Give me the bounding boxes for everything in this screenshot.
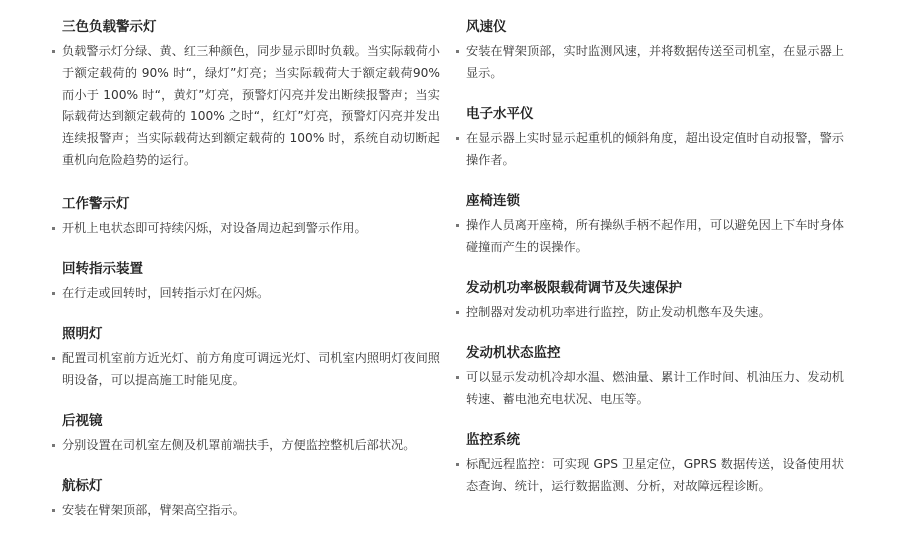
section-slewing-indicator [52, 260, 440, 325]
section-beacon-light [52, 477, 440, 522]
right-column [456, 18, 844, 498]
section-text-block [456, 128, 844, 172]
section-text: 负载警示灯分绿、黄、红三种颜色，同步显示即时负载。当实际载荷小于额定载荷的 90% 时“，绿灯”灯亮；当实际载荷大于额定载荷90% 而小于 100% 时“，黄灯”灯亮，预警灯闪亮并发出断续报警声；当实际载荷达到额定载荷的 100% 之时“，红灯”灯亮，预警灯闪亮并发出连续报警声；当实际载荷达到额定载荷的 100% 时，系统自动切断起重机向危险趋势的运行。 [62, 44, 440, 167]
section-text-block [456, 41, 844, 85]
section-text-block [456, 302, 844, 324]
section-seat-interlock [456, 192, 844, 279]
section-title: 座椅连锁 [466, 193, 520, 209]
bullet-icon [52, 292, 55, 295]
section-engine-status-monitor [456, 344, 844, 431]
section-title: 回转指示装置 [62, 261, 143, 277]
section-title: 三色负载警示灯 [62, 19, 157, 35]
section-text: 可以显示发动机冷却水温、燃油量、累计工作时间、机油压力、发动机转速、蓄电池充电状况、电压等。 [466, 370, 844, 406]
bullet-icon [456, 311, 459, 314]
bullet-icon [456, 137, 459, 140]
section-electronic-level [456, 105, 844, 192]
section-text-block [456, 215, 844, 259]
section-text: 操作人员离开座椅，所有操纵手柄不起作用，可以避免因上下车时身体碰撞而产生的误操作。 [466, 218, 844, 254]
section-text-block [456, 367, 844, 411]
section-text: 控制器对发动机功率进行监控，防止发动机憋车及失速。 [466, 305, 771, 319]
section-text-block [52, 500, 440, 522]
bullet-icon [456, 50, 459, 53]
section-anemometer [456, 18, 844, 105]
section-text: 开机上电状态即可持续闪烁，对设备周边起到警示作用。 [62, 221, 367, 235]
section-title: 后视镜 [62, 413, 103, 429]
section-text: 在行走或回转时，回转指示灯在闪烁。 [62, 286, 270, 300]
section-text: 分别设置在司机室左侧及机罩前端扶手，方便监控整机后部状况。 [62, 438, 416, 452]
section-title: 发动机状态监控 [466, 345, 561, 361]
section-text: 安装在臂架顶部，实时监测风速，并将数据传送至司机室，在显示器上显示。 [466, 44, 844, 80]
bullet-icon [52, 357, 55, 360]
section-monitoring-system [456, 431, 844, 498]
section-text-block [456, 454, 844, 498]
bullet-icon [52, 227, 55, 230]
section-tricolor-load-light [52, 18, 440, 195]
section-text: 安装在臂架顶部，臂架高空指示。 [62, 503, 245, 517]
bullet-icon [456, 376, 459, 379]
section-text-block [52, 348, 440, 392]
section-title: 工作警示灯 [62, 196, 130, 212]
section-title: 风速仪 [466, 19, 507, 35]
section-lighting [52, 325, 440, 412]
bullet-icon [456, 463, 459, 466]
section-title: 航标灯 [62, 478, 103, 494]
section-text: 标配远程监控：可实现 GPS 卫星定位，GPRS 数据传送，设备使用状态查询、统计，运行数据监测、分析，对故障远程诊断。 [466, 457, 844, 493]
bullet-icon [456, 224, 459, 227]
section-title: 照明灯 [62, 326, 103, 342]
bullet-icon [52, 509, 55, 512]
section-rearview-mirror [52, 412, 440, 477]
section-text: 配置司机室前方近光灯、前方角度可调远光灯、司机室内照明灯夜间照明设备，可以提高施工时能见度。 [62, 351, 440, 387]
section-engine-power-limit [456, 279, 844, 344]
section-title: 电子水平仪 [466, 106, 534, 122]
left-column [52, 18, 440, 522]
section-text: 在显示器上实时显示起重机的倾斜角度，超出设定值时自动报警，警示操作者。 [466, 131, 844, 167]
section-text-block [52, 283, 440, 305]
section-work-warning-light [52, 195, 440, 260]
section-text-block [52, 435, 440, 457]
section-title: 发动机功率极限载荷调节及失速保护 [466, 280, 682, 296]
section-text-block [52, 218, 440, 240]
bullet-icon [52, 444, 55, 447]
bullet-icon [52, 50, 55, 53]
section-title: 监控系统 [466, 432, 520, 448]
section-text-block [52, 41, 440, 172]
